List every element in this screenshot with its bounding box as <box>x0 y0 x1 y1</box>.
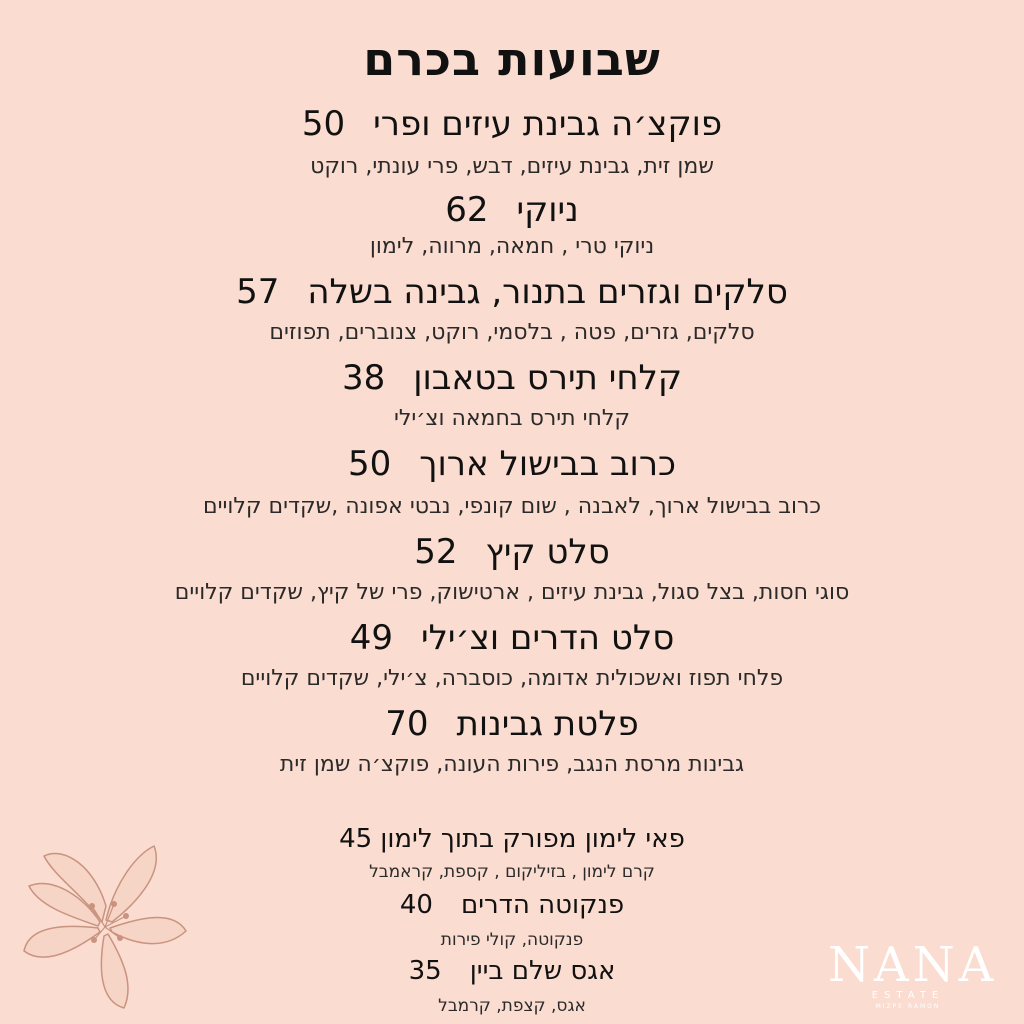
dessert-price: 40 <box>399 890 433 920</box>
dish-5-description: כרוב בבישול ארוך, לאבנה , שום קונפי, נבטי אפונה ,שקדים קלויים <box>202 494 821 519</box>
flower-icon <box>14 836 194 1016</box>
dish-price: 70 <box>385 704 429 744</box>
logo-location: MIZPE RAMON <box>875 1003 941 1010</box>
dish-1 <box>0 104 1024 144</box>
dessert-price: 45 <box>339 824 373 854</box>
brand-logo <box>828 937 998 1012</box>
dish-3-description: סלקים, גזרים, פטה , בלסמי, רוקט, צנוברים, תפוזים <box>269 320 755 345</box>
dish-4 <box>0 358 1024 398</box>
dish-1-description: שמן זית, גבינת עיזים, דבש, פרי עונתי, רוקט <box>310 154 714 179</box>
dish-7 <box>0 618 1024 658</box>
dish-price: 38 <box>342 358 386 398</box>
dish-name: קלחי תירס בטאבון <box>413 358 682 398</box>
dish-price: 50 <box>301 104 346 144</box>
dish-6-description: סוגי חסות, בצל סגול, גבינת עיזים , ארטישוק, פרי של קיץ, שקדים קלויים <box>174 580 850 605</box>
dish-6 <box>0 532 1024 572</box>
dish-name: ניוקי <box>516 190 579 230</box>
dish-name: סלט הדרים וצ׳ילי <box>420 618 675 658</box>
dish-8-description: גבינות מרסת הנגב, פירות העונה, פוקצ׳ה שמן זית <box>279 752 745 777</box>
dessert-name: פנקוטה הדרים <box>460 890 625 920</box>
dessert-price: 35 <box>408 956 442 986</box>
dish-8 <box>0 704 1024 744</box>
dish-7-description: פלחי תפוז ואשכולית אדומה, כוסברה, צ׳ילי, שקדים קלויים <box>240 666 784 691</box>
dessert-name: אגס שלם ביין <box>469 956 616 986</box>
dish-price: 49 <box>349 618 393 658</box>
dish-price: 50 <box>347 444 392 484</box>
dish-2 <box>0 190 1024 230</box>
dish-price: 62 <box>445 190 489 230</box>
dish-2-description: ניוקי טרי , חמאה, מרווה, לימון <box>369 234 655 259</box>
logo-name: NANA <box>828 937 998 993</box>
dish-4-description: קלחי תירס בחמאה וצ׳ילי <box>393 406 631 431</box>
dessert-1-description: קרם לימון , בזיליקום , קספת, קראמבל <box>369 862 655 882</box>
dish-price: 52 <box>414 532 458 572</box>
dessert-3-description: אגס, קצפת, קרמבל <box>438 996 586 1016</box>
dish-name: כרוב בבישול ארוך <box>419 444 676 484</box>
dish-name: סלט קיץ <box>485 532 610 572</box>
dish-name: פלטת גבינות <box>456 704 639 744</box>
dish-name: סלקים וגזרים בתנור, גבינה בשלה <box>307 272 788 312</box>
logo-subtitle: ESTATE <box>871 990 945 1001</box>
dish-3 <box>0 272 1024 312</box>
dish-price: 57 <box>236 272 280 312</box>
menu-title: שבועות בכרם <box>363 32 661 86</box>
dish-name: פוקצ׳ה גבינת עיזים ופרי <box>373 104 723 144</box>
dessert-2-description: פנקוטה, קולי פירות <box>440 930 584 950</box>
dessert-name: פאי לימון מפורק בתוך לימון <box>380 824 685 854</box>
dish-5 <box>0 444 1024 484</box>
